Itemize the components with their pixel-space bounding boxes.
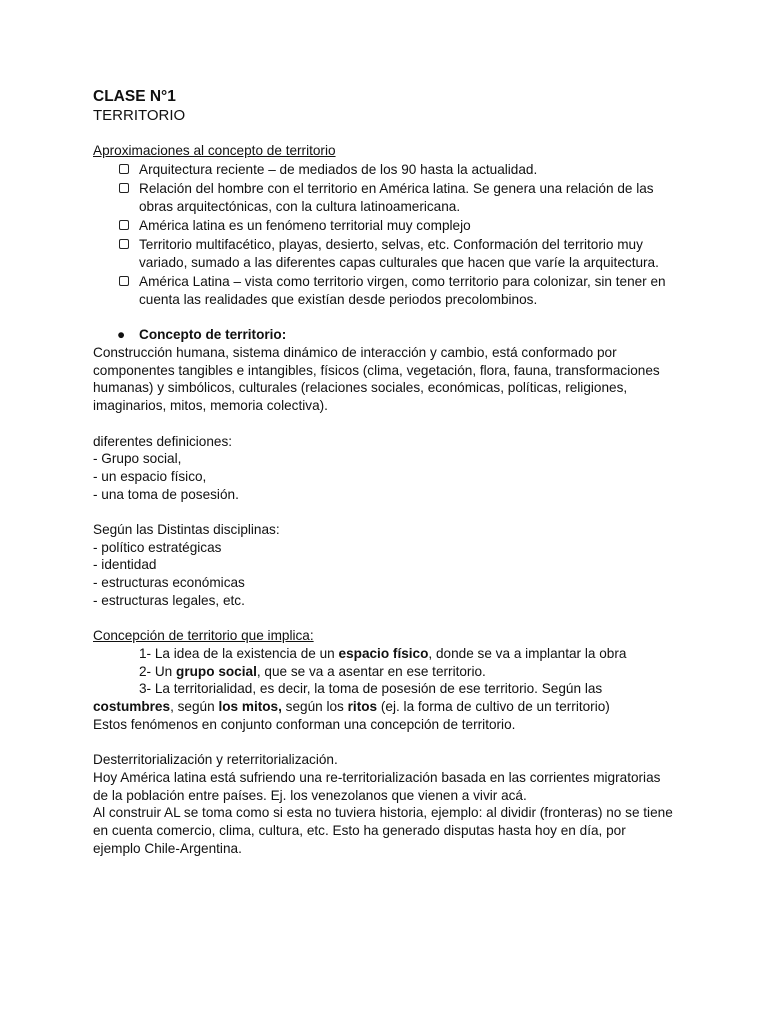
concept-text: Construcción humana, sistema dinámico de interacción y cambio, está conformado por componentes tangibles e intangibles, físicos (clima, vegetación, flora, fauna, transformaciones humanas) y simbólicos, culturales (relaciones sociales, económicas, políticas, religiones, imaginarios, mitos, memoria colectiva). <box>93 345 660 414</box>
point-bold-text: grupo social <box>176 663 257 679</box>
point-text: 3- La territorialidad, es decir, la toma de posesión de ese territorio. Según las <box>139 681 603 697</box>
definition-item: - un espacio físico, <box>93 468 207 484</box>
checklist-item <box>93 180 673 215</box>
checkbox-icon[interactable] <box>119 164 129 174</box>
document-title: CLASE N°1 <box>93 88 176 105</box>
discipline-item: - estructuras económicas <box>93 575 245 591</box>
checklist-item-text: América latina es un fenómeno territorial muy complejo <box>139 217 471 233</box>
approaches-checklist <box>93 161 673 309</box>
definition-item: - una toma de posesión. <box>93 486 239 502</box>
concept-heading: Concepto de territorio: <box>139 327 287 343</box>
deterritorialization-heading: Desterritorialización y reterritorialización. <box>93 752 338 768</box>
approaches-heading: Aproximaciones al concepto de territorio <box>93 143 336 158</box>
document-page <box>93 87 673 857</box>
point-text: 1- La idea de la existencia de un <box>139 645 339 661</box>
point-text: según los <box>281 699 348 715</box>
point-bold-text: ritos <box>347 699 378 715</box>
checklist-item-text: Relación del hombre con el territorio en América latina. Se genera una relación de las obras arquitectónicas, con la cultura latinoamericana. <box>139 180 654 214</box>
point-text: , que se va a asentar en ese territorio. <box>256 663 486 679</box>
conception-conclusion: Estos fenómenos en conjunto conforman una concepción de territorio. <box>93 716 516 732</box>
deterritorialization-paragraph: Al construir AL se toma como si esta no tuviera historia, ejemplo: al dividir (fronteras) no se tiene en cuenta comercio, clima, cultura, etc. Esto ha generado disputas hasta hoy en día, por ejemplo Chile-Argentina. <box>93 805 673 856</box>
point-text: (ej. la forma de cultivo de un territorio) <box>377 699 610 715</box>
document-subtitle: TERRITORIO <box>93 107 186 124</box>
conception-point-3 <box>93 680 673 715</box>
concept-heading-item <box>93 326 673 344</box>
conception-heading: Concepción de territorio que implica: <box>93 628 314 644</box>
discipline-item: - estructuras legales, etc. <box>93 592 245 608</box>
discipline-item: - identidad <box>93 557 157 573</box>
checklist-item <box>93 217 673 235</box>
checklist-item-text: América Latina – vista como territorio virgen, como territorio para colonizar, sin tener en cuenta las realidades que existían desde periodos precolombinos. <box>139 273 666 307</box>
discipline-item: - político estratégicas <box>93 539 222 555</box>
point-text: , donde se va a implantar la obra <box>428 645 627 661</box>
point-bold-text: espacio físico <box>338 645 429 661</box>
checklist-item <box>93 161 673 179</box>
checklist-item-text: Arquitectura reciente – de mediados de los 90 hasta la actualidad. <box>139 161 538 177</box>
checkbox-icon[interactable] <box>119 276 129 286</box>
deterritorialization-paragraph: Hoy América latina está sufriendo una re-territorialización basada en las corrientes migratorias de la población entre países. Ej. los venezolanos que vienen a vivir acá. <box>93 769 661 803</box>
conception-point-1 <box>93 645 673 663</box>
checkbox-icon[interactable] <box>119 220 129 230</box>
point-bold-text: costumbres <box>93 699 171 715</box>
checklist-item-text: Territorio multifacético, playas, desierto, selvas, etc. Conformación del territorio muy variado, sumado a las diferentes capas culturales que hacen que varíe la arquitectura. <box>139 237 659 270</box>
checklist-item <box>93 236 673 271</box>
point-text: 2- Un <box>139 663 177 679</box>
checkbox-icon[interactable] <box>119 239 129 249</box>
point-text: , según <box>170 699 219 715</box>
disciplines-heading: Según las Distintas disciplinas: <box>93 522 280 538</box>
point-bold-text: los mitos, <box>218 699 282 715</box>
checklist-item <box>93 273 673 308</box>
checkbox-icon[interactable] <box>119 183 129 193</box>
conception-point-2 <box>93 663 673 681</box>
bullet-icon: ● <box>117 327 126 343</box>
definition-item: - Grupo social, <box>93 451 182 467</box>
definitions-heading: diferentes definiciones: <box>93 433 233 449</box>
